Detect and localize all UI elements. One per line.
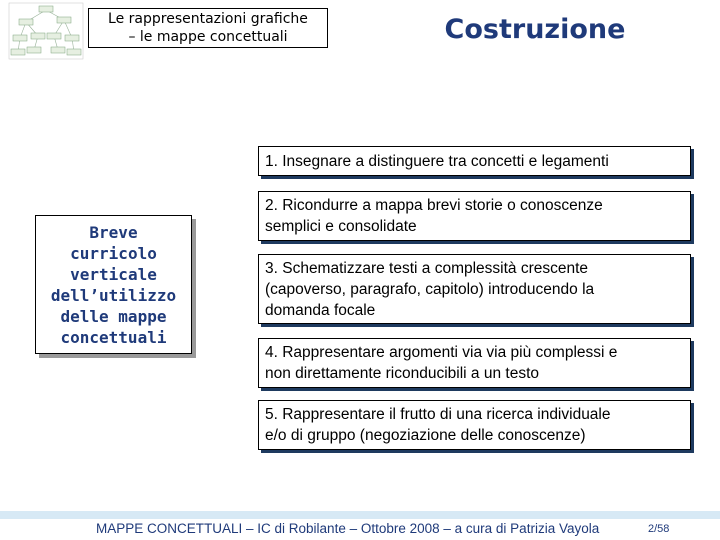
- footer-bar: [0, 511, 720, 519]
- step-3-line: 3. Schematizzare testi a complessità crescente: [265, 259, 589, 277]
- step-4-line: 4. Rappresentare argomenti via via più complessi e: [265, 344, 618, 361]
- subtitle-line-1: Le rappresentazioni grafiche: [108, 11, 308, 27]
- step-2-line: 2. Ricondurre a mappa brevi storie o conoscenze: [265, 197, 603, 214]
- step-3-line: (capoverso, paragrafo, capitolo) introducendo la: [265, 280, 595, 298]
- step-4-line: non direttamente riconducibili a un testo: [265, 365, 539, 382]
- curriculum-line: delle mappe: [60, 306, 167, 326]
- step-2-box: [258, 191, 691, 241]
- step-3-box: [258, 254, 691, 324]
- subtitle-line-2: – le mappe concettuali: [128, 29, 288, 45]
- footer-text: MAPPE CONCETTUALI – IC di Robilante – Ottobre 2008 – a cura di Patrizia Vayola: [96, 521, 600, 536]
- step-5-line: e/o di gruppo (negoziazione delle conoscenze): [265, 427, 586, 444]
- curriculum-line: dell’utilizzo: [50, 285, 177, 305]
- page-number: 2/58: [648, 523, 670, 535]
- curriculum-line: verticale: [70, 264, 157, 284]
- curriculum-line: curricolo: [70, 243, 157, 263]
- concept-map-logo-icon: [8, 2, 84, 60]
- step-1-box: [258, 146, 691, 176]
- page-title: Costruzione: [444, 14, 626, 45]
- step-5-line: 5. Rappresentare il frutto di una ricerca individuale: [265, 406, 611, 423]
- curriculum-box: [35, 215, 192, 354]
- curriculum-line: Breve: [89, 222, 138, 242]
- subtitle-box: [88, 8, 328, 48]
- step-4-box: [258, 338, 691, 388]
- step-2-line: semplici e consolidate: [265, 218, 417, 235]
- step-5-box: [258, 400, 691, 450]
- step-1-line: 1. Insegnare a distinguere tra concetti e legamenti: [265, 152, 609, 170]
- curriculum-line: concettuali: [60, 327, 167, 347]
- step-3-line: domanda focale: [265, 301, 376, 319]
